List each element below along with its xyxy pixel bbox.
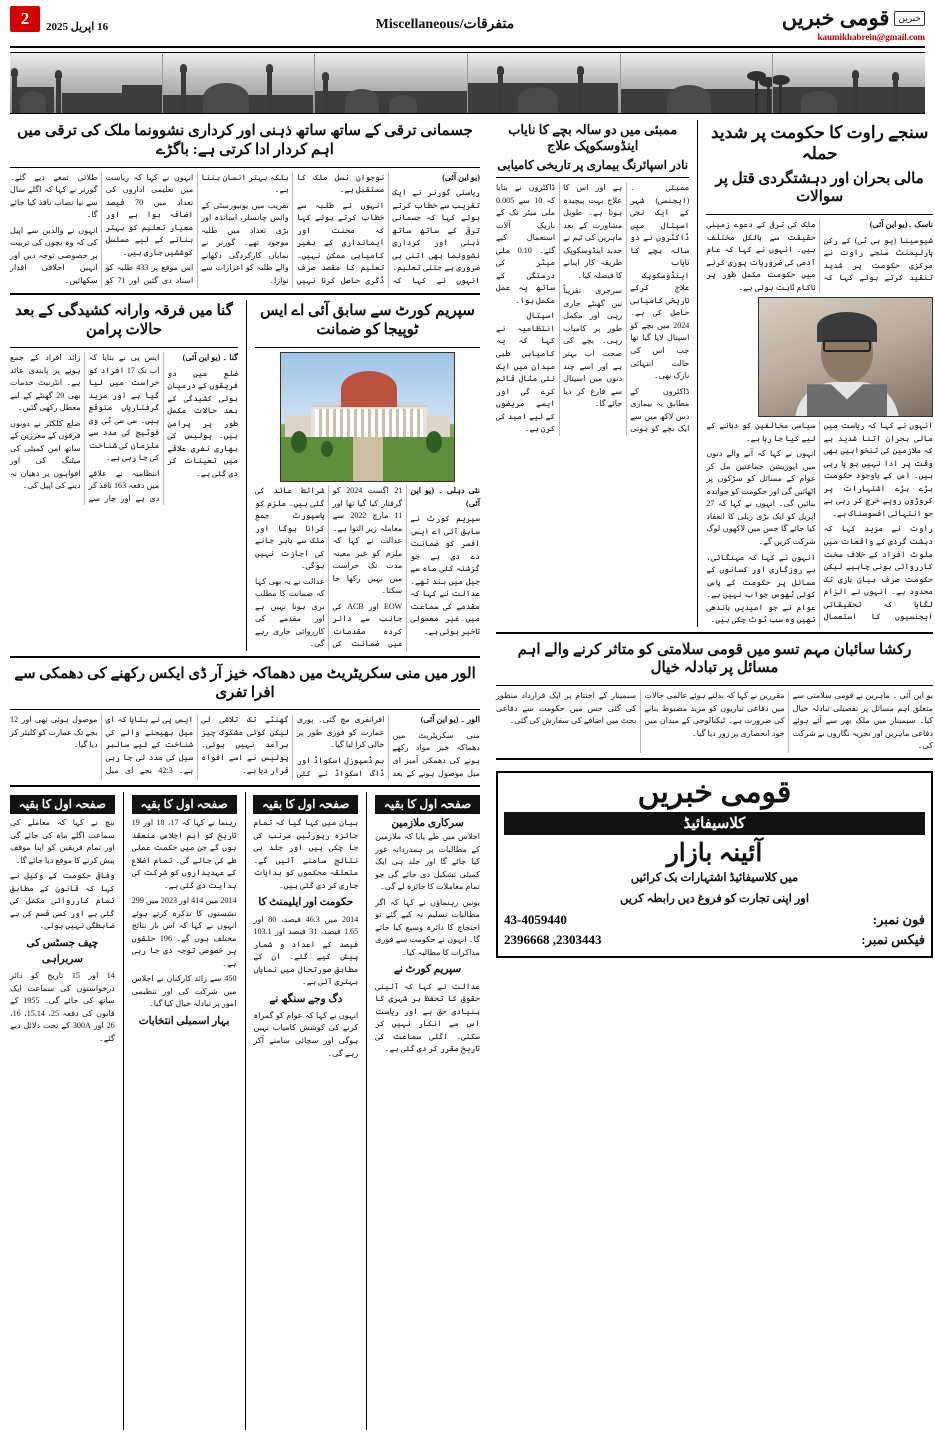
dateline-supreme-court: نئی دہلی ۔ (یو این آئی)	[410, 485, 480, 508]
paragraph: 21 اگست 2024 کو گرفتار کیا گیا تھا اور 11 مارچ 2022 سے معاملہ زیر التوا ہے۔ عدالت نے کہا کہ ملزم کو غیر معینہ مدت تک حراست میں نہیں رکھا جا سکتا۔	[332, 485, 403, 596]
article-mumbai-child	[496, 120, 689, 627]
classified-title: قومی خبریں	[637, 775, 792, 809]
classified-band: کلاسیفائیڈ	[504, 812, 925, 835]
continuation-block-2	[253, 792, 358, 1430]
classified-line-1: میں کلاسیفائیڈ اشتہارات بک کرائیں	[630, 872, 799, 885]
paragraph: EOW اور ACB کی جانب سے دائر کردہ مقدمات میں ضمانت کی شرائط عائد کی گئی ہیں۔ ملزم کو پاسپورٹ جمع کرانا ہوگا اور ملک سے باہر جانے کی اجازت نہیں ہوگی۔	[254, 485, 403, 649]
page-content	[10, 120, 933, 1430]
continuation-block-3	[132, 792, 237, 1430]
paragraph: مقررین نے کہا کہ بدلتے ہوئے عالمی حالات میں دفاعی تیاریوں کو مزید مضبوط بنانے کی ضرورت ہے۔ ٹیکنالوجی کے میدان میں خود انحصاری پر زور دیا گیا۔	[644, 691, 785, 738]
classified-fax-label: فیکس نمبر:	[861, 931, 925, 947]
headline-physical-growth: جسمانی ترقی کے ساتھ ساتھ ذہنی اور کرداری نشوونما ملک کی ترقی میں اہم کردار ادا کرتی ہے: باگڑے	[17, 123, 473, 158]
headline-supreme-court: سپریم کورٹ سے سابق آئی اے ایس ٹوپیجا کو ضمانت	[260, 303, 475, 339]
masthead-right	[782, 6, 925, 42]
paragraph: ممبئی ۔ (ایجنسی) شہر کے ایک نجی اسپتال میں ڈاکٹروں نے دو سالہ بچے کا نایاب اینڈوسکوپک علاج کرکے تاریخی کامیابی حاصل کی ہے۔ 2024 میں بچے کو اسپتال لایا گیا تھا جب اس کی حالت انتہائی نازک تھی۔	[630, 183, 690, 381]
paragraph: شیوسینا (یو بی ٹی) کے رکن پارلیمنٹ سنجے راوت نے مرکزی حکومت پر شدید تنقید کرتے ہوئے کہا کہ ملک کی ترقی کے دعوے زمینی حقیقت سے بالکل مختلف ہیں۔ انہوں نے کہا کہ عام آدمی کی ضروریات پوری کرنے میں حکومت مکمل طور پر ناکام ثابت ہوئی ہے۔	[706, 220, 933, 292]
headline-mumbai-child: ممبئی میں دو سالہ بچے کا نایاب اینڈوسکوپک علاج	[508, 122, 678, 154]
section-label: متفرقات/Miscellaneous	[375, 17, 515, 32]
headline-guna: گنا میں فرقہ وارانہ کشیدگی کے بعد حالات پرامن	[15, 303, 233, 339]
continuation-heading: سپریم کورٹ نے	[393, 964, 462, 976]
paragraph: تقریب میں یونیورسٹی کے وائس چانسلر، اساتذہ اور بڑی تعداد میں طلبہ موجود تھے۔ گورنر نے نمایاں کارکردگی دکھانے والے طلبہ کو اعزازات سے نوازا۔	[201, 200, 289, 285]
body-physical-growth	[10, 172, 480, 289]
paragraph: اس موقع پر 433 طلبہ کو اسناد دی گئیں اور 71 کو طلائی تمغے دیے گئے۔ گورنر نے کہا کہ اگلے سال سے نیا نصاب نافذ کیا جائے گا۔	[10, 172, 194, 285]
continuation-row	[10, 792, 480, 1430]
article-physical-growth	[10, 120, 480, 288]
top-right-row	[496, 120, 933, 627]
paragraph: 2014 میں 414 اور 2023 میں 299 نشستوں کا تذکرہ کرتے ہوئے انہوں نے کہا کہ اس بار نتائج مختلف ہوں گے۔ 196 حلقوں پر خصوصی توجہ دی جا رہی ہے۔	[131, 896, 237, 968]
classified-phone-value: 43-4059440	[504, 911, 567, 927]
continuation-block-4	[10, 792, 115, 1430]
headline-alur: الور میں منی سکریٹریٹ میں دھماکہ خیز آر ڈی ایکس رکھنے کی دھمکی سے افرا تفری	[14, 665, 476, 701]
paragraph: سرجری تقریباً تین گھنٹے جاری رہی اور مکمل طور پر کامیاب رہی۔ بچے کی صحت اب بہتر ہے اور اسے چند دنوں میں اسپتال سے فارغ کر دیا جائے گا۔	[563, 286, 623, 409]
continuation-heading: حکومت اور ایلیمنٹ کا	[258, 897, 354, 909]
continuation-heading: چیف جسٹس کی سربراہی	[26, 937, 99, 966]
paragraph: انہوں نے والدین سے اپیل کی کہ وہ بچوں کی تربیت پر خصوصی توجہ دیں اور انہیں اخلاقی اقدار سکھائیں۔	[10, 225, 98, 285]
paragraph: ضلع میں دو فریقوں کے درمیان ہوئی کشیدگی کے بعد حالات مکمل طور پر پرامن ہیں۔ پولیس کی بھاری نفری علاقے میں تعینات کر دی گئی ہے۔	[167, 368, 238, 478]
paper-name: قومی خبریں	[781, 6, 890, 30]
paragraph: 14 اور 15 تاریخ کو دائر درخواستوں کی سماعت ایک ساتھ کی جائے گی۔ 1955 کے قانون کی دفعہ 25، 15.14، 16، 26 اور 300A کے تحت دلائل دیے گئے۔	[10, 971, 115, 1044]
banner-segment-5	[621, 53, 774, 113]
body-guna	[10, 352, 238, 505]
paragraph: یو این آئی ۔ ماہرین نے قومی سلامتی سے متعلق اہم مسائل پر تفصیلی تبادلہ خیال کیا۔ سیمینار میں ملک بھر سے آئے ہوئے دفاعی ماہرین اور تجزیہ نگاروں نے شرکت کی۔	[792, 691, 933, 751]
left-column-group	[10, 120, 480, 1430]
article-rickshaw	[496, 639, 933, 753]
banner-segment-2	[163, 53, 316, 113]
continuation-body-4	[10, 817, 115, 1046]
paragraph: اسپتال انتظامیہ نے کہا کہ یہ کامیابی طبی میدان میں ایک نئی مثال قائم کرے گی اور ایسے مریضوں کے لیے امید کی کرن ہے۔	[496, 311, 556, 434]
classified-phone-row	[504, 912, 925, 928]
mid-row	[10, 300, 480, 650]
dateline-alur: الور ۔ (یو این آئی)	[420, 715, 480, 725]
paragraph: ریاستی گورنر نے ایک تقریب سے خطاب کرتے ہوئے کہا کہ جسمانی ترقی کے ساتھ ساتھ ذہنی اور کرداری نشوونما بھی اتنی ہی ضروری ہے جتنی تعلیم۔ انہوں نے کہا کہ نوجوان نسل ملک کا مستقبل ہے۔	[296, 172, 480, 285]
continuation-heading: دگ وجے سنگھ نے	[269, 993, 343, 1005]
paragraph: راوت نے مزید کہا کہ دہشت گردی کے واقعات میں ملوث افراد کے خلاف سخت کارروائی ہونی چاہیے لیکن حکومت صرف بیان بازی تک محدود ہے۔ انہوں نے الزام لگایا کہ تحقیقاتی ایجنسیوں کا استعمال سیاسی مخالفین کو دبانے کے لیے کیا جا رہا ہے۔	[706, 421, 933, 622]
article-supreme-court	[255, 300, 480, 650]
headline-rickshaw: رکشا سائبان مہم تسو میں قومی سلامتی کو متاثر کرنے والے اہم مسائل پر تبادلہ خیال	[517, 641, 912, 677]
supreme-court-photo	[280, 352, 455, 482]
article-guna	[10, 300, 238, 650]
paragraph: عدالت نے کہا کہ آئینی حقوق کا تحفظ ہر شہری کا بنیادی حق ہے اور ریاست اس سے انکار نہیں کر سکتی۔ اگلی سماعت کی تاریخ مقرر کر دی گئی ہے۔	[375, 981, 480, 1054]
classified-phone-label: فون نمبر:	[872, 911, 925, 927]
body-supreme-court	[255, 485, 480, 651]
paragraph: سیمینار کے اختتام پر ایک قرارداد منظور کی گئی جس میں حکومت سے دفاعی بجٹ میں اضافے کی سفارش کی گئی۔	[496, 691, 637, 726]
continuation-body-1	[375, 831, 480, 1056]
paper-email: kaumikhabrein@gmail.com	[817, 32, 925, 42]
continuation-bar: صفحہ اول کا بقیہ	[253, 795, 358, 814]
classified-fax-value: 2303443, 2396668	[504, 931, 602, 947]
continuation-block-1	[375, 792, 480, 1430]
dateline-guna: گنا ۔ (یو این آئی)	[182, 352, 238, 362]
subheadline-mumbai-child: نادر اسپائرنگ بیماری پر تاریخی کامیابی	[497, 157, 689, 172]
paragraph: ڈاکٹروں نے بتایا کہ 10 سے 0.005 ملی میٹر تک کے باریک آلات استعمال کیے گئے۔ 0.10 ملی میٹر کی درستگی کے ساتھ یہ عمل مکمل ہوا۔	[496, 183, 556, 305]
paragraph: بنچ نے کہا کہ معاملے کی سماعت اگلے ماہ کی جائے گی اور تمام فریقین کو اپنا موقف پیش کرنے کا موقع دیا جائے گا۔	[10, 818, 115, 865]
body-sanjay-raut-bottom	[706, 420, 933, 627]
paragraph: ایس پی نے بتایا کہ اب تک 17 افراد کو حراست میں لیا گیا ہے اور مزید گرفتاریاں متوقع ہیں۔ سی سی ٹی وی فوٹیج کی مدد سے ملزمان کی شناخت کی جا رہی ہے۔	[88, 352, 160, 463]
continuation-heading: بہار اسمبلی انتخابات	[138, 1016, 230, 1028]
headline-sanjay-raut: سنجے راوت کا حکومت پر شدید حملہ	[710, 123, 929, 164]
body-mumbai-child	[496, 182, 689, 436]
paragraph: منی سکریٹریٹ میں دھماکہ خیز مواد رکھے ہونے کی دھمکی آمیز ای میل موصول ہونے کے بعد افراتفری مچ گئی۔ پوری عمارت کو فوری طور پر خالی کرا لیا گیا۔	[296, 715, 480, 778]
banner-segment-1	[10, 53, 163, 113]
paragraph: انہوں نے کہا کہ ریاست میں مالی بحران اتنا شدید ہے کہ ملازمین کی تنخواہیں بھی وقت پر ادا نہیں ہو پا رہی ہیں۔ اس کے باوجود حکومت بڑے بڑے اشتہارات پر کروڑوں روپے خرچ کر رہی ہے جو انتہائی افسوسناک ہے۔	[823, 421, 933, 518]
continuation-bar: صفحہ اول کا بقیہ	[132, 795, 237, 814]
article-sanjay-raut	[706, 120, 933, 627]
continuation-heading: سرکاری ملازمین	[391, 818, 464, 830]
banner-segment-3	[315, 53, 468, 113]
continuation-body-3	[132, 817, 237, 1030]
paragraph: 450 سے زائد کارکنان نے اجلاس میں شرکت کی اور تنظیمی امور پر تبادلہ خیال کیا گیا۔	[131, 974, 237, 1009]
classified-fax-row	[504, 932, 925, 948]
paragraph: انہوں نے کہا کہ آنے والے دنوں میں اپوزیشن جماعتیں مل کر عوام کے مسائل کو سڑکوں پر اٹھائیں گی اور حکومت کو جوابدہ بنائیں گی۔ انہوں نے کہا کہ 27 اپریل کو ایک بڑی ریلی کا انعقاد کیا جائے گا جس میں لاکھوں لوگ شرکت کریں گے۔	[706, 449, 816, 546]
paragraph: سپریم کورٹ نے سابق آئی اے ایس افسر کو ضمانت دے دی ہے جو گزشتہ کئی ماہ سے جیل میں بند تھے۔ عدالت نے کہا کہ مقدمے کی سماعت میں غیر معمولی تاخیر ہوئی ہے۔	[410, 514, 480, 636]
banner-segment-6	[773, 53, 925, 113]
body-alur	[10, 714, 480, 780]
classified-shop-name: آئینہ بازار	[666, 839, 763, 867]
paragraph: انہوں نے کہا کہ عوام کو گمراہ کرنے کی کوشش کامیاب نہیں ہوگی اور سچائی سامنے آکر رہے گی۔	[253, 1010, 359, 1058]
continuation-bar: صفحہ اول کا بقیہ	[10, 795, 115, 814]
masthead-left	[10, 6, 108, 33]
issue-date: 16 اپریل 2025	[46, 21, 109, 33]
continuation-body-2	[253, 817, 358, 1060]
paragraph: ضلع کلکٹر نے دونوں فرقوں کے معززین کے ساتھ امن کمیٹی کی میٹنگ کی اور افواہوں پر دھیان نہ دینے کی اپیل کی۔	[10, 418, 81, 491]
masthead	[10, 6, 925, 48]
body-sanjay-raut-top	[706, 219, 933, 294]
paragraph: وفاقی حکومت کے وکیل نے کہا کہ قانون کے مطابق تمام کارروائی مکمل کی گئی ہے اور کسی قسم کی بے ضابطگی نہیں ہوئی۔	[10, 871, 115, 931]
paragraph: انہوں نے طلبہ سے خطاب کرتے ہوئے کہا کہ محنت اور ایمانداری کے بغیر کامیابی ممکن نہیں۔ تعلیم کا مقصد صرف ڈگری حاصل کرنا نہیں بلکہ بہتر انسان بننا ہے۔	[201, 172, 385, 285]
paragraph: رہنما نے کہا کہ 17، 18 اور 19 تاریخ کو اہم اجلاس منعقد ہوں گے جن میں حکمت عملی طے کی جائے گی۔ تمام اضلاع کے عہدیداروں کو شرکت کی ہدایت دی گئی ہے۔	[131, 818, 237, 890]
subheadline-sanjay-raut: مالی بحران اور دہشتگردی قتل پر سوالات	[715, 170, 924, 206]
page-number-badge: 2	[10, 6, 40, 32]
dateline-physical-growth: (یو این آئی)	[442, 172, 480, 182]
banner-photo-strip	[10, 52, 925, 114]
paragraph: انہوں نے کہا کہ مہنگائی، بے روزگاری اور کسانوں کے مسائل پر حکومت کے پاس کوئی ٹھوس جواب نہیں ہے۔ عوام نے جو امیدیں باندھی تھیں وہ سب ٹوٹ چکی ہیں۔	[706, 552, 816, 625]
classified-ad	[496, 771, 933, 958]
continuation-bar: صفحہ اول کا بقیہ	[375, 795, 480, 814]
paragraph: انہوں نے کہا کہ ریاست میں تعلیمی اداروں کی تعداد میں 70 فیصد اضافہ ہوا ہے اور معیار تعلیم کو بہتر بنانے کے لیے مسلسل کوششیں جاری ہیں۔	[105, 172, 194, 257]
logo-mini: خبریں	[894, 11, 925, 26]
article-alur	[10, 663, 480, 780]
paragraph: بم ڈسپوزل اسکواڈ اور ڈاگ اسکواڈ نے کئی گھنٹے تک تلاشی لی لیکن کوئی مشکوک چیز برآمد نہیں ہوئی۔ پولیس نے اسے افواہ قرار دیا ہے۔	[201, 715, 385, 778]
sanjay-raut-photo	[758, 297, 933, 417]
classified-line-2: اور اپنی تجارت کو فروغ دیں رابطہ کریں	[619, 892, 810, 905]
banner-segment-4	[468, 53, 621, 113]
right-column-group	[496, 120, 933, 1430]
paragraph: عدالت نے یہ بھی کہا کہ ضمانت کا مطلب بری ہونا نہیں ہے اور مقدمے کی کارروائی جاری رہے گی۔	[254, 576, 325, 649]
paragraph: بیان میں کہا گیا کہ تمام جائزہ رپورٹیں مرتب کی جا چکی ہیں اور جلد ہی نتائج سامنے آئیں گے۔ متعلقہ محکموں کو ہدایات جاری کر دی گئی ہیں۔	[253, 818, 359, 890]
paragraph: ایس پی نے بتایا کہ ای میل بھیجنے والے کی شناخت کے لیے سائبر سیل کی مدد لی جا رہی ہے۔ 42:3 بجے ای میل موصول ہوئی تھی اور 12 بجے تک عمارت کو کلیئر کر دیا گیا۔	[10, 715, 194, 775]
paragraph: ڈاکٹروں کے مطابق یہ بیماری دس لاکھ میں سے ایک بچے کو ہوتی ہے اور اس کا علاج بہت پیچیدہ ہوتا ہے۔ طویل مشاورت کے بعد ماہرین کی ٹیم نے جدید اینڈوسکوپک طریقہ کار اپنانے کا فیصلہ کیا۔	[563, 183, 690, 434]
dateline-sanjay-raut: ناسک ۔(یو این آئی)	[869, 220, 933, 229]
paragraph: یونین رہنماؤں نے کہا کہ اگر مطالبات تسلیم نہ کیے گئے تو احتجاج کا دائرہ وسیع کیا جائے گا۔ انہوں نے حکومت سے فوری مذاکرات کا مطالبہ کیا۔	[375, 897, 480, 957]
paragraph: انتظامیہ نے علاقے میں دفعہ 163 نافذ کر دی ہے اور چار سے زائد افراد کے جمع ہونے پر پابندی عائد ہے۔ انٹرنیٹ خدمات بھی 20 گھنٹے کے لیے معطل رکھی گئیں۔	[10, 352, 160, 503]
body-rickshaw	[496, 690, 933, 753]
paragraph: اجلاس میں طے پایا کہ ملازمین کے مطالبات پر ہمدردانہ غور کیا جائے گا اور جلد ہی ایک کمیٹی تشکیل دی جائے گی جو تمام معاملات کا جائزہ لے گی۔	[375, 832, 480, 892]
paragraph: 2014 میں 46.3 فیصد، 80 اور 1.65 فیصد، 31 فیصد اور 103.1 فیصد کے اعداد و شمار پیش کیے گئے۔ ان کے مطابق صورتحال میں نمایاں بہتری آئی ہے۔	[253, 914, 359, 987]
